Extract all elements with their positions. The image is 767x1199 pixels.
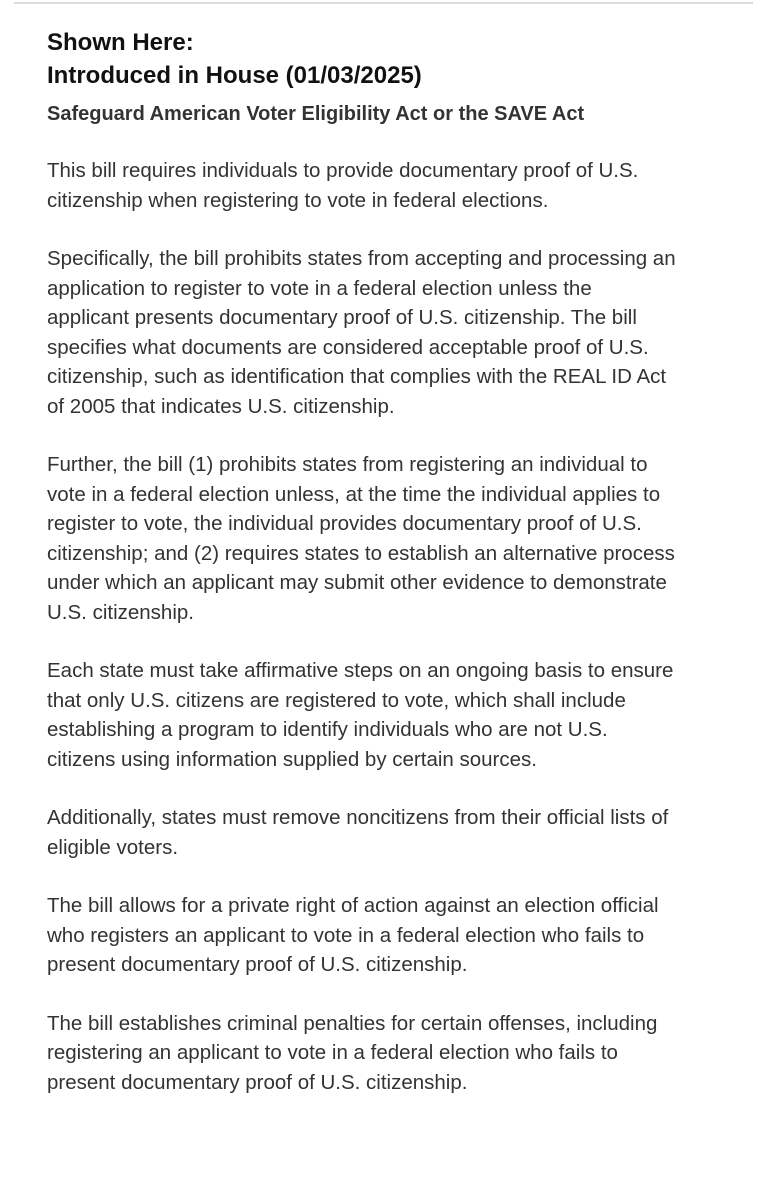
paragraph-line: present documentary proof of U.S. citizenship. [47,953,468,976]
paragraph-line: This bill requires individuals to provide documentary proof of U.S. [47,159,639,182]
paragraph-line: The bill allows for a private right of action against an election official [47,894,659,917]
top-divider [14,2,753,4]
paragraph-line: U.S. citizenship. [47,600,194,624]
paragraph-line: register to vote, the individual provides documentary proof of U.S. [47,512,642,535]
paragraph-line: registering an applicant to vote in a federal election who fails to [47,1041,618,1064]
summary-paragraph [47,1009,757,1098]
paragraph-line: applicant presents documentary proof of U.S. citizenship. The bill [47,306,637,329]
paragraph-line: The bill establishes criminal penalties for certain offenses, including [47,1011,658,1035]
paragraph-line: citizens using information supplied by certain sources. [47,747,537,771]
summary-paragraph [47,891,757,980]
bill-version-heading: Introduced in House (01/03/2025) [47,62,422,89]
paragraph-line: of 2005 that indicates U.S. citizenship. [47,394,395,418]
paragraph-line: that only U.S. citizens are registered to vote, which shall include [47,688,626,712]
paragraph-line: citizenship; and (2) requires states to establish an alternative process [47,541,675,565]
paragraph-line: Further, the bill (1) prohibits states from registering an individual to [47,453,648,476]
paragraph-line: citizenship when registering to vote in federal elections. [47,188,549,212]
paragraph-line: citizenship, such as identification that complies with the REAL ID Act [47,365,667,388]
paragraph-line: present documentary proof of U.S. citizenship. [47,1070,468,1094]
paragraph-line: under which an applicant may submit other evidence to demonstrate [47,571,667,594]
summary-paragraph [47,156,757,215]
summary-paragraph [47,450,757,627]
summary-paragraph [47,656,757,774]
summary-paragraphs [47,156,757,1097]
paragraph-line: establishing a program to identify individuals who are not U.S. [47,718,608,741]
summary-paragraph [47,803,757,862]
bill-summary [47,26,757,1126]
paragraph-line: vote in a federal election unless, at the time the individual applies to [47,482,661,506]
paragraph-line: who registers an applicant to vote in a federal election who fails to [47,923,645,947]
paragraph-line: eligible voters. [47,835,179,859]
paragraph-line: Additionally, states must remove noncitizens from their official lists of [47,806,669,829]
paragraph-line: Each state must take affirmative steps on an ongoing basis to ensure [47,659,674,682]
paragraph-line: Specifically, the bill prohibits states from accepting and processing an [47,247,676,270]
paragraph-line: specifies what documents are considered acceptable proof of U.S. [47,335,649,359]
summary-paragraph [47,244,757,421]
bill-title: Safeguard American Voter Eligibility Act or the SAVE Act [47,103,585,125]
shown-here-label: Shown Here: [47,29,194,56]
paragraph-line: application to register to vote in a federal election unless the [47,276,592,300]
